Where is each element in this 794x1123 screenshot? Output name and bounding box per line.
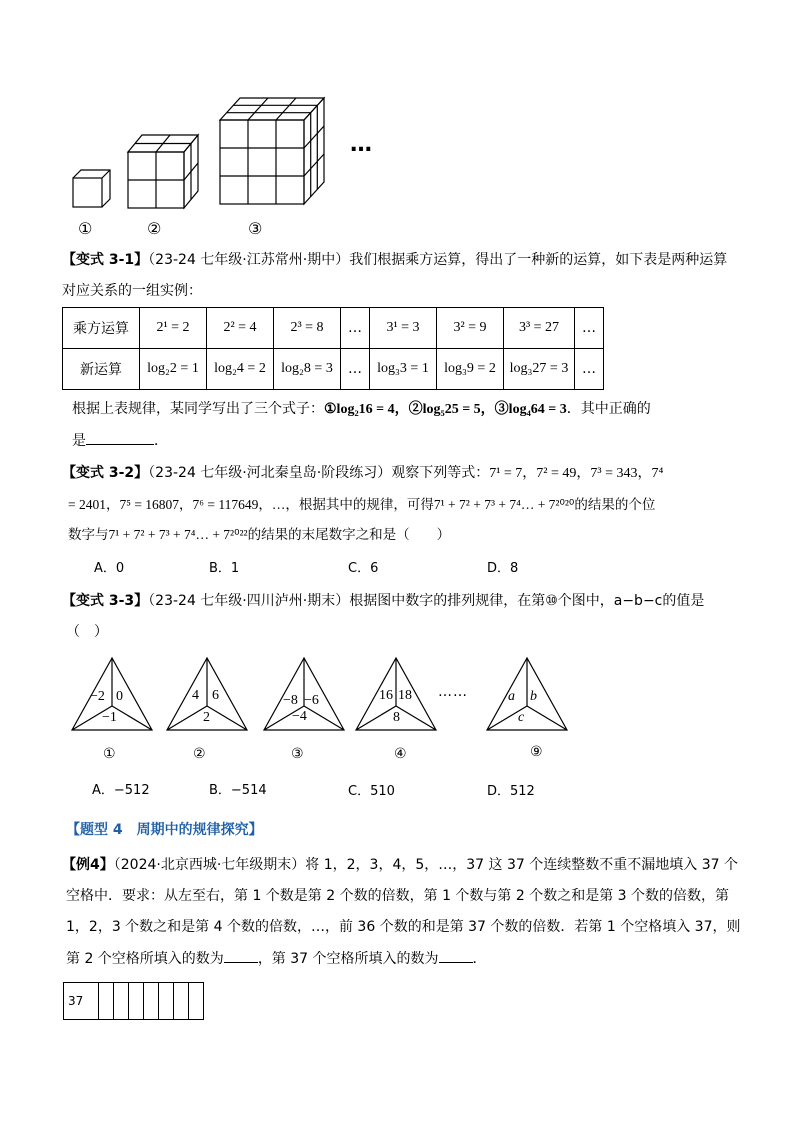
tri-label-1: ①	[103, 746, 116, 762]
box[interactable]	[174, 983, 189, 1020]
table-row-log	[63, 349, 604, 390]
table-cell: 3³ = 27	[504, 308, 575, 349]
tri-label-4: ④	[394, 746, 407, 762]
tri9-right: b	[530, 689, 537, 704]
v33-source: （23-24 七年级·四川泸州·期末）	[148, 593, 350, 609]
tri4-bottom: 8	[393, 710, 400, 725]
tri-label-3: ③	[291, 746, 304, 762]
tri3-bottom: −4	[292, 709, 307, 724]
box[interactable]	[189, 983, 204, 1020]
ex4-tag: 【例4】	[62, 857, 114, 873]
tri3-left: −8	[283, 693, 298, 708]
answer-blank[interactable]	[86, 430, 154, 445]
v32-choice-c[interactable]: C．6	[348, 561, 379, 576]
tri9-bottom: c	[518, 710, 525, 725]
section-heading: 【题型 4 周期中的规律探究】	[66, 822, 263, 838]
tri1-left: −2	[90, 689, 105, 704]
table-cell: …	[341, 349, 370, 390]
table-cell: log₃3 = 1	[370, 349, 437, 390]
tri-label-9: ⑨	[530, 744, 543, 760]
cube-figure	[60, 90, 400, 250]
table-cell: log₂4 = 2	[207, 349, 274, 390]
tri-label-2: ②	[193, 746, 206, 762]
tri1-bottom: −1	[102, 710, 117, 725]
table-cell: 2¹ = 2	[140, 308, 207, 349]
table-header-log: 新运算	[63, 349, 140, 390]
v32-tag: 【变式 3-2】	[62, 465, 149, 481]
tri2-bottom: 2	[203, 710, 210, 725]
v31-after3: 是	[72, 433, 86, 449]
box[interactable]	[114, 983, 129, 1020]
table-cell: log₂8 = 3	[274, 349, 341, 390]
answer-blank-1[interactable]	[224, 948, 258, 963]
v32-line2: = 2401，7⁵ = 16807，7⁶ = 117649，…，根据其中的规律，可得7¹ + 7² + 7³ + 7⁴… + 7²⁰²⁰的结果的个位	[68, 497, 656, 512]
table-cell: log₃27 = 3	[504, 349, 575, 390]
operation-table	[62, 307, 604, 390]
v32-line3: 数字与7¹ + 7² + 7³ + 7⁴… + 7²⁰²²的结果的末尾数字之和是（ ）	[68, 527, 451, 542]
tri2-left: 4	[192, 688, 199, 703]
table-cell: 2³ = 8	[274, 308, 341, 349]
triangle-dots: ……	[438, 684, 468, 700]
table-cell: log₃9 = 2	[437, 349, 504, 390]
v32-choice-d[interactable]: D．8	[487, 561, 519, 576]
ex4-text4c: ．	[472, 951, 487, 967]
v33-text1: 根据图中数字的排列规律，在第⑩个图中，a−b−c的值是	[349, 593, 705, 609]
tri1-right: 0	[116, 689, 123, 704]
box-1[interactable]: 37	[64, 983, 99, 1020]
v33-line2: （ ）	[66, 624, 108, 640]
ex4-line2: 空格中．要求：从左至右，第 1 个数是第 2 个数的倍数，第 1 个数与第 2 个数之和是第 3 个数的倍数，第	[66, 888, 730, 904]
v33-choice-a[interactable]: A．−512	[92, 783, 150, 798]
answer-blank-2[interactable]	[439, 948, 473, 963]
triangle-9	[487, 658, 567, 730]
table-cell: …	[341, 308, 370, 349]
v31-tag: 【变式 3-1】	[62, 252, 149, 268]
v33-choice-d[interactable]: D．512	[487, 784, 535, 799]
ex4-line4	[66, 948, 487, 969]
v33-choice-c[interactable]: C．510	[348, 784, 395, 799]
tri9-left: a	[508, 689, 515, 704]
tri4-left: 16	[379, 688, 393, 703]
box[interactable]	[99, 983, 114, 1020]
ex4-text4a: 第 2 个空格所填入的数为	[66, 951, 224, 967]
v33-line1	[62, 591, 704, 611]
v31-after2: ．其中正确的	[566, 401, 651, 417]
ex4-text4b: ，第 37 个空格所填入的数为	[257, 951, 439, 967]
v31-line2: 对应关系的一组实例：	[62, 283, 202, 299]
v31-line3	[72, 399, 651, 420]
box[interactable]	[144, 983, 159, 1020]
cube-label-2: ②	[147, 219, 162, 238]
table-cell: log₂2 = 1	[140, 349, 207, 390]
ellipsis: …	[350, 132, 375, 157]
v31-formulas: ①log₂16 = 4，②log₅25 = 5，③log₄64 = 3	[324, 402, 567, 417]
table-cell: 2² = 4	[207, 308, 274, 349]
v32-choice-b[interactable]: B．1	[209, 561, 240, 576]
table-header-power: 乘方运算	[63, 308, 140, 349]
box[interactable]	[129, 983, 144, 1020]
v33-choice-b[interactable]: B．−514	[209, 783, 267, 798]
v33-tag: 【变式 3-3】	[62, 593, 149, 609]
triangle-figure	[60, 650, 580, 770]
number-boxes	[63, 982, 204, 1020]
v31-source: （23-24 七年级·江苏常州·期中）	[148, 252, 350, 268]
v31-line1	[62, 250, 727, 270]
v32-choice-a[interactable]: A．0	[94, 561, 125, 576]
v31-after4: ．	[154, 433, 168, 449]
cube-label-3: ③	[248, 219, 263, 238]
v31-line4	[72, 430, 168, 451]
tri2-right: 6	[212, 688, 219, 703]
box[interactable]	[159, 983, 174, 1020]
cube-2	[128, 135, 198, 208]
table-cell: 3¹ = 3	[370, 308, 437, 349]
table-cell: …	[575, 308, 604, 349]
v32-source: （23-24 七年级·河北秦皇岛·阶段练习）	[148, 465, 392, 481]
ex4-line1	[62, 855, 738, 875]
table-cell: 3² = 9	[437, 308, 504, 349]
v31-after1: 根据上表规律，某同学写出了三个式子：	[72, 401, 324, 417]
cube-1	[73, 170, 110, 207]
v32-line1	[62, 463, 663, 484]
table-row-power	[63, 308, 604, 349]
tri3-right: −6	[304, 693, 319, 708]
v32-text1: 观察下列等式：7¹ = 7，7² = 49，7³ = 343，7⁴	[391, 466, 664, 481]
v31-text1: 我们根据乘方运算，得出了一种新的运算，如下表是两种运算	[349, 252, 728, 268]
cube-label-1: ①	[78, 219, 93, 238]
tri4-right: 18	[398, 688, 412, 703]
table-cell: …	[575, 349, 604, 390]
ex4-text1: （2024·北京西城·七年级期末）将 1，2，3，4，5，…，37 这 37 个连续整数不重不漏地填入 37 个	[113, 857, 738, 873]
ex4-line3: 1，2，3 个数之和是第 4 个数的倍数，…，前 36 个数的和是第 37 个数的倍数．若第 1 个空格填入 37，则	[66, 919, 741, 935]
cube-3	[220, 98, 324, 204]
